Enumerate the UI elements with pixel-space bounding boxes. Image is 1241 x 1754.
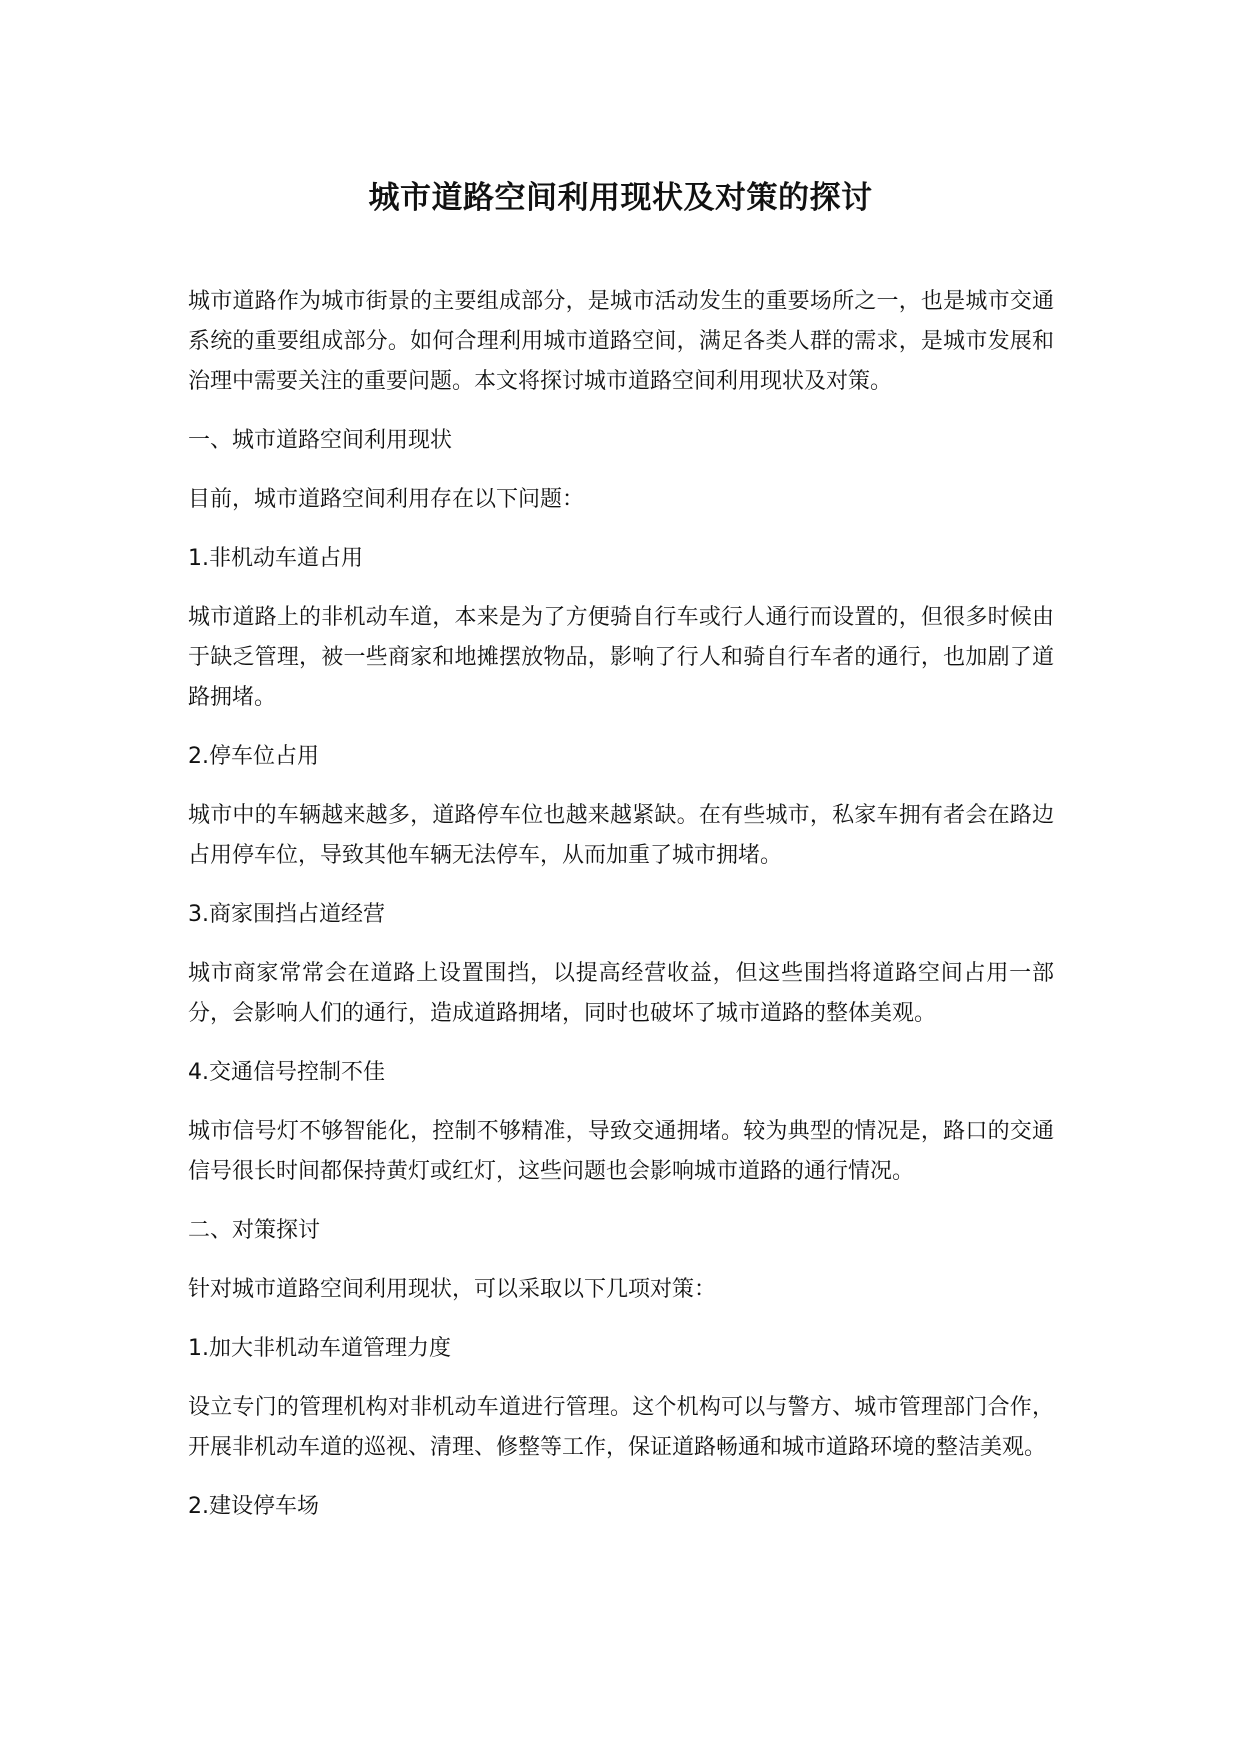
intro-paragraph: 城市道路作为城市街景的主要组成部分，是城市活动发生的重要场所之一，也是城市交通系统的重要组成部分。如何合理利用城市道路空间，满足各类人群的需求，是城市发展和治理中需要关注的重要问题。本文将探讨城市道路空间利用现状及对策。 bbox=[188, 289, 1054, 394]
paragraph-bike-lane-management: 设立专门的管理机构对非机动车道进行管理。这个机构可以与警方、城市管理部门合作，开展非机动车道的巡视、清理、修整等工作，保证道路畅通和城市道路环境的整洁美观。 bbox=[188, 1395, 1054, 1460]
section-heading-countermeasures: 二、对策探讨 bbox=[188, 1218, 321, 1243]
countermeasures-lead-paragraph: 针对城市道路空间利用现状，可以采取以下几项对策： bbox=[188, 1277, 717, 1302]
paragraph-signal-control: 城市信号灯不够智能化，控制不够精准，导致交通拥堵。较为典型的情况是，路口的交通信号很长时间都保持黄灯或红灯，这些问题也会影响城市道路的通行情况。 bbox=[188, 1119, 1054, 1184]
paragraph-bike-lane-occupation: 城市道路上的非机动车道，本来是为了方便骑自行车或行人通行而设置的，但很多时候由于缺乏管理，被一些商家和地摊摆放物品，影响了行人和骑自行车者的通行，也加剧了道路拥堵。 bbox=[188, 605, 1054, 710]
subheading-parking-occupation: 2.停车位占用 bbox=[188, 744, 319, 769]
section-heading-current-status: 一、城市道路空间利用现状 bbox=[188, 428, 453, 453]
paragraph-merchant-barriers: 城市商家常常会在道路上设置围挡，以提高经营收益，但这些围挡将道路空间占用一部分，会影响人们的通行，造成道路拥堵，同时也破坏了城市道路的整体美观。 bbox=[188, 961, 1054, 1026]
subheading-merchant-barriers: 3.商家围挡占道经营 bbox=[188, 902, 385, 927]
subheading-build-parking: 2.建设停车场 bbox=[188, 1494, 319, 1519]
subheading-signal-control: 4.交通信号控制不佳 bbox=[188, 1060, 385, 1085]
paragraph-parking-occupation: 城市中的车辆越来越多，道路停车位也越来越紧缺。在有些城市，私家车拥有者会在路边占用停车位，导致其他车辆无法停车，从而加重了城市拥堵。 bbox=[188, 803, 1054, 868]
document-title: 城市道路空间利用现状及对策的探讨 bbox=[368, 180, 873, 216]
document-body bbox=[188, 282, 1054, 1527]
problems-lead-paragraph: 目前，城市道路空间利用存在以下问题： bbox=[188, 487, 585, 512]
subheading-bike-lane-occupation: 1.非机动车道占用 bbox=[188, 546, 363, 571]
subheading-bike-lane-management: 1.加大非机动车道管理力度 bbox=[188, 1336, 451, 1361]
